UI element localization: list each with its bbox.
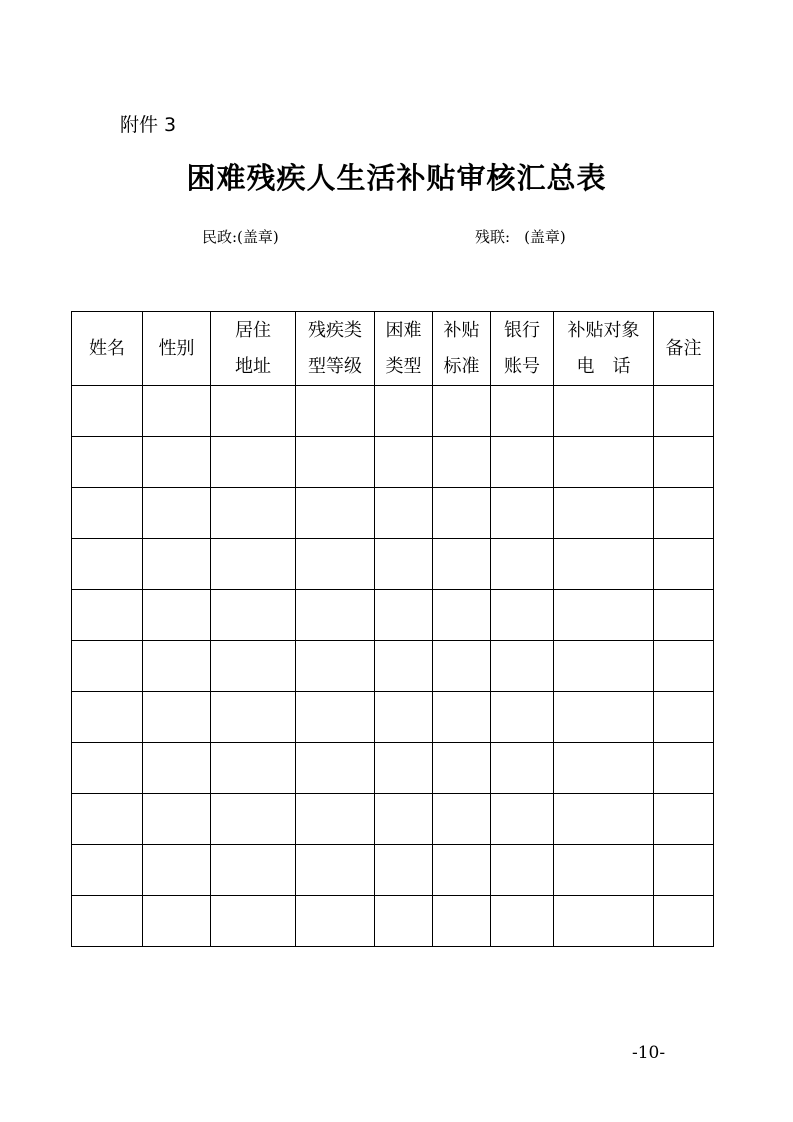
table-cell: [72, 896, 143, 947]
table-cell: [654, 692, 714, 743]
table-cell: [491, 437, 554, 488]
table-cell: [296, 539, 375, 590]
table-cell: [72, 641, 143, 692]
table-cell: [554, 386, 654, 437]
table-cell: [433, 845, 491, 896]
header-bank-account: 银行 账号: [491, 312, 554, 386]
civil-affairs-stamp-line: 民政:(盖章): [202, 228, 279, 246]
document-title: 困难残疾人生活补贴审核汇总表: [186, 161, 607, 195]
header-subsidy-standard: 补贴 标准: [433, 312, 491, 386]
table-cell: [375, 794, 433, 845]
table-cell: [554, 743, 654, 794]
table-cell: [72, 386, 143, 437]
table-cell: [211, 896, 296, 947]
table-cell: [72, 488, 143, 539]
table-row: [72, 641, 714, 692]
table-cell: [296, 896, 375, 947]
table-cell: [296, 590, 375, 641]
table-cell: [72, 845, 143, 896]
disabled-federation-stamp-line: [475, 226, 566, 247]
table-cell: [143, 539, 211, 590]
table-cell: [296, 845, 375, 896]
table-cell: [296, 437, 375, 488]
disabled-federation-label: 残联:: [475, 228, 511, 246]
table-cell: [211, 743, 296, 794]
table-cell: [433, 743, 491, 794]
table-cell: [375, 437, 433, 488]
table-cell: [375, 488, 433, 539]
table-row: [72, 896, 714, 947]
header-remarks: 备注: [654, 312, 714, 386]
table-cell: [433, 896, 491, 947]
table-cell: [375, 692, 433, 743]
table-cell: [211, 641, 296, 692]
table-cell: [72, 692, 143, 743]
table-cell: [296, 794, 375, 845]
table-cell: [296, 743, 375, 794]
table-cell: [211, 692, 296, 743]
table-cell: [143, 794, 211, 845]
header-recipient-phone: 补贴对象 电 话: [554, 312, 654, 386]
table-cell: [654, 488, 714, 539]
table-cell: [375, 845, 433, 896]
table-cell: [491, 488, 554, 539]
table-row: [72, 590, 714, 641]
table-cell: [211, 590, 296, 641]
header-disability-type-grade: 残疾类 型等级: [296, 312, 375, 386]
table-cell: [433, 641, 491, 692]
table-cell: [554, 590, 654, 641]
table-cell: [211, 488, 296, 539]
table-cell: [654, 896, 714, 947]
table-cell: [143, 641, 211, 692]
table-cell: [375, 896, 433, 947]
table-cell: [296, 488, 375, 539]
table-row: [72, 845, 714, 896]
table-cell: [143, 692, 211, 743]
table-cell: [72, 794, 143, 845]
table-cell: [491, 743, 554, 794]
table-row: [72, 794, 714, 845]
table-cell: [491, 386, 554, 437]
table-row: [72, 386, 714, 437]
table-row: [72, 692, 714, 743]
table-cell: [72, 437, 143, 488]
disabled-federation-stamp: (盖章): [524, 228, 566, 246]
table-cell: [491, 539, 554, 590]
table-cell: [375, 641, 433, 692]
page-number: -10-: [632, 1043, 666, 1063]
subsidy-summary-table: [71, 311, 714, 947]
header-gender: 性别: [143, 312, 211, 386]
table-cell: [72, 590, 143, 641]
table-cell: [296, 692, 375, 743]
table-row: [72, 437, 714, 488]
table-header-row: [72, 312, 714, 386]
table-cell: [433, 437, 491, 488]
table-cell: [143, 437, 211, 488]
table-cell: [554, 794, 654, 845]
table-cell: [375, 386, 433, 437]
table-cell: [143, 488, 211, 539]
table-cell: [491, 896, 554, 947]
table-cell: [433, 590, 491, 641]
table-cell: [211, 386, 296, 437]
table-cell: [143, 743, 211, 794]
table-cell: [654, 590, 714, 641]
table-cell: [491, 641, 554, 692]
table-cell: [654, 539, 714, 590]
table-cell: [72, 743, 143, 794]
table-cell: [433, 488, 491, 539]
table-cell: [143, 590, 211, 641]
table-cell: [491, 794, 554, 845]
table-cell: [211, 845, 296, 896]
header-name: 姓名: [72, 312, 143, 386]
table-cell: [554, 437, 654, 488]
table-cell: [375, 590, 433, 641]
table-cell: [491, 692, 554, 743]
table-cell: [654, 386, 714, 437]
table-cell: [554, 845, 654, 896]
table-cell: [654, 794, 714, 845]
table-cell: [654, 437, 714, 488]
table-cell: [554, 488, 654, 539]
table-row: [72, 743, 714, 794]
table-cell: [433, 386, 491, 437]
table-cell: [296, 386, 375, 437]
header-hardship-type: 困难 类型: [375, 312, 433, 386]
table-cell: [491, 590, 554, 641]
table-row: [72, 539, 714, 590]
table-row: [72, 488, 714, 539]
table-cell: [491, 845, 554, 896]
table-cell: [143, 845, 211, 896]
table-cell: [433, 539, 491, 590]
header-address: 居住 地址: [211, 312, 296, 386]
table-cell: [143, 896, 211, 947]
table-cell: [211, 794, 296, 845]
table-cell: [554, 641, 654, 692]
table-cell: [433, 692, 491, 743]
table-cell: [654, 641, 714, 692]
table-cell: [654, 845, 714, 896]
table-cell: [211, 437, 296, 488]
table-cell: [143, 386, 211, 437]
table-cell: [554, 896, 654, 947]
attachment-label: 附件 3: [120, 114, 177, 136]
table-cell: [375, 743, 433, 794]
table-cell: [375, 539, 433, 590]
table-cell: [654, 743, 714, 794]
table-cell: [72, 539, 143, 590]
table-cell: [554, 539, 654, 590]
table-cell: [433, 794, 491, 845]
table-cell: [211, 539, 296, 590]
table-cell: [296, 641, 375, 692]
table-cell: [554, 692, 654, 743]
